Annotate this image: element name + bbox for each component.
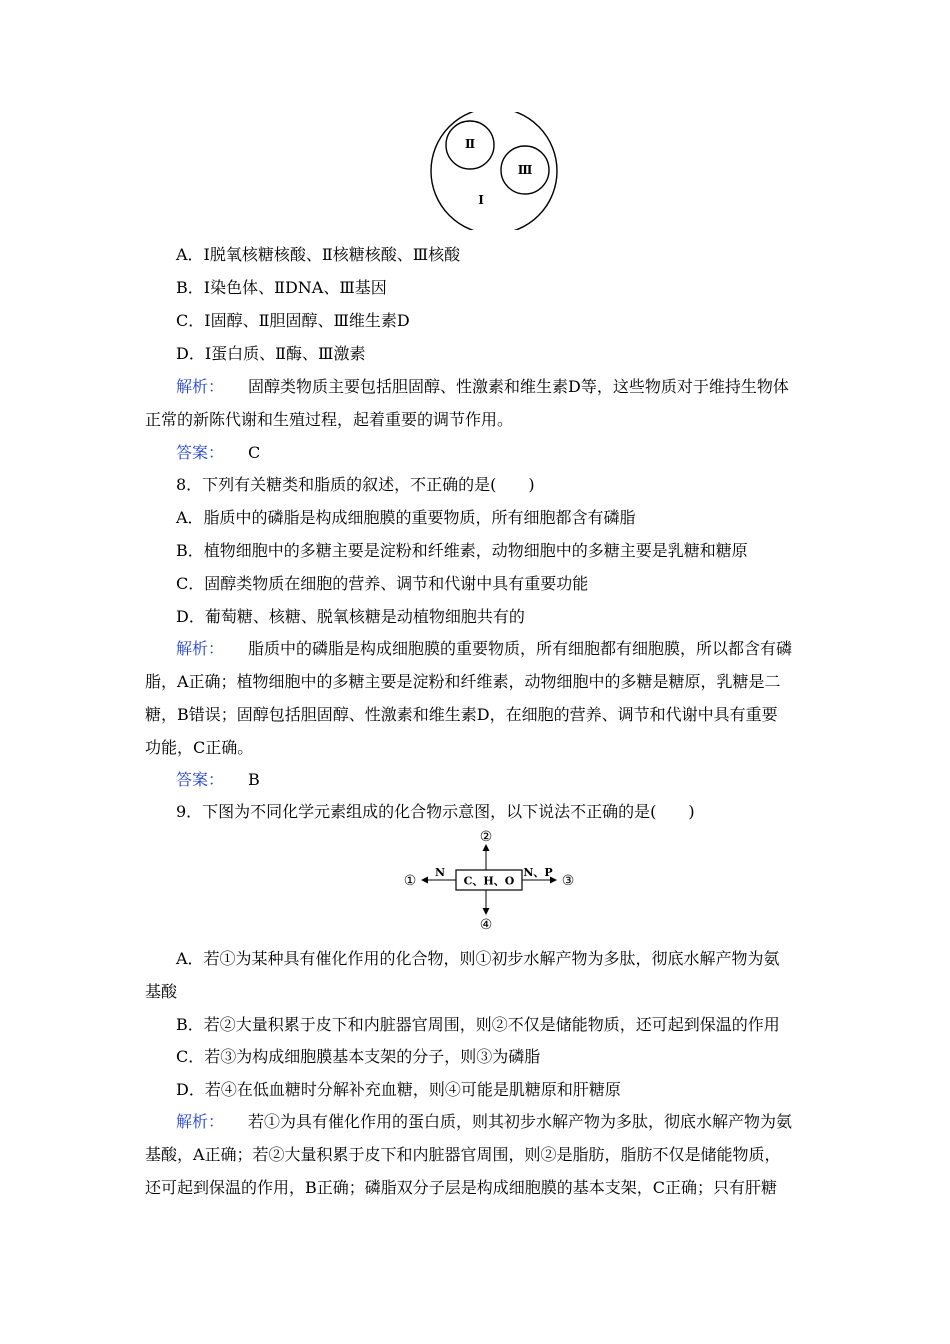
q7-analysis-line-2: 正常的新陈代谢和生殖过程，起着重要的调节作用。 (145, 410, 514, 429)
nested-circles-diagram (428, 112, 560, 230)
node-bottom: ④ (479, 917, 493, 933)
q7-option-d: D．Ⅰ蛋白质、Ⅱ酶、Ⅲ激素 (176, 344, 366, 363)
q8-option-b: B．植物细胞中的多糖主要是淀粉和纤维素，动物细胞中的多糖主要是乳糖和糖原 (176, 541, 748, 560)
q9-analysis-line-1 (176, 1111, 792, 1133)
q9-analysis-label: 解析： (176, 1112, 225, 1131)
q9-analysis-line-3: 还可起到保温的作用，B正确；磷脂双分子层是构成细胞膜的基本支架，C正确；只有肝糖 (145, 1178, 778, 1197)
q7-option-a: A．Ⅰ脱氧核糖核酸、Ⅱ核糖核酸、Ⅲ核酸 (176, 245, 461, 264)
right-arrow-label: N、P (523, 866, 553, 879)
q7-analysis-line-1 (176, 376, 789, 398)
q8-analysis-text-1: 脂质中的磷脂是构成细胞膜的重要物质，所有细胞都有细胞膜，所以都含有磷 (248, 639, 793, 658)
q9-option-b: B．若②大量积累于皮下和内脏器官周围，则②不仅是储能物质，还可起到保温的作用 (176, 1015, 780, 1034)
node-left: ① (403, 873, 417, 889)
left-arrow-label: N (434, 866, 446, 879)
label-inner-left: Ⅱ (464, 137, 476, 151)
q9-option-a-line-1: A．若①为某种具有催化作用的化合物，则①初步水解产物为多肽，彻底水解产物为氨 (176, 949, 780, 968)
compound-elements-diagram (398, 826, 588, 934)
q7-option-c: C．Ⅰ固醇、Ⅱ胆固醇、Ⅲ维生素D (176, 311, 410, 330)
q7-option-b: B．Ⅰ染色体、ⅡDNA、Ⅲ基因 (176, 278, 387, 297)
q7-answer-value: C (248, 443, 261, 462)
q8-answer-value: B (248, 770, 260, 789)
q8-stem: 8．下列有关糖类和脂质的叙述，不正确的是( ) (176, 475, 535, 494)
q7-answer-label: 答案： (176, 443, 225, 462)
node-top: ② (479, 829, 493, 845)
q8-analysis-line-4: 功能，C正确。 (145, 738, 254, 757)
outer-circle (431, 112, 557, 230)
q9-option-c: C．若③为构成细胞膜基本支架的分子，则③为磷脂 (176, 1047, 541, 1066)
q8-analysis-line-3: 糖，B错误；固醇包括胆固醇、性激素和维生素D，在细胞的营养、调节和代谢中具有重要 (145, 705, 778, 724)
q8-answer-label: 答案： (176, 770, 225, 789)
q9-option-a-line-2: 基酸 (145, 982, 178, 1001)
q9-stem: 9．下图为不同化学元素组成的化合物示意图，以下说法不正确的是( ) (176, 802, 695, 821)
q7-analysis-label: 解析： (176, 377, 225, 396)
q8-option-d: D．葡萄糖、核糖、脱氧核糖是动植物细胞共有的 (176, 607, 525, 626)
q8-analysis-line-2: 脂，A正确；植物细胞中的多糖主要是淀粉和纤维素，动物细胞中的多糖是糖原，乳糖是二 (145, 672, 781, 691)
q9-analysis-text-1: 若①为具有催化作用的蛋白质，则其初步水解产物为多肽，彻底水解产物为氨 (248, 1112, 793, 1131)
q8-analysis-label: 解析： (176, 639, 225, 658)
q7-answer-line (176, 442, 260, 464)
node-right: ③ (561, 873, 575, 889)
q8-option-c: C．固醇类物质在细胞的营养、调节和代谢中具有重要功能 (176, 574, 589, 593)
label-outer: Ⅰ (478, 193, 484, 207)
q9-analysis-line-2: 基酸，A正确；若②大量积累于皮下和内脏器官周围，则②是脂肪，脂肪不仅是储能物质， (145, 1145, 781, 1164)
q7-analysis-text-1: 固醇类物质主要包括胆固醇、性激素和维生素D等，这些物质对于维持生物体 (248, 377, 789, 396)
q9-option-d: D．若④在低血糖时分解补充血糖，则④可能是肌糖原和肝糖原 (176, 1080, 621, 1099)
q8-answer-line (176, 769, 260, 791)
label-inner-right: Ⅲ (517, 163, 533, 177)
q8-analysis-line-1 (176, 638, 792, 660)
q8-option-a: A．脂质中的磷脂是构成细胞膜的重要物质，所有细胞都含有磷脂 (176, 508, 636, 527)
center-box-label: C、H、O (463, 874, 515, 888)
